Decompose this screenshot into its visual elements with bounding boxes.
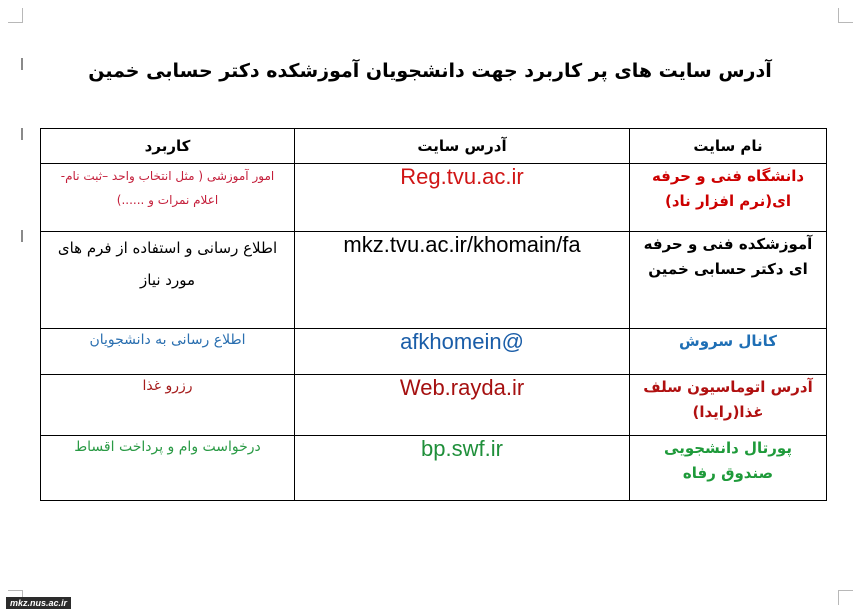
header-name: نام سایت — [630, 129, 827, 164]
usage-cell: اطلاع رسانی به دانشجویان — [41, 329, 295, 375]
site-name-cell: پورتال دانشجویی صندوق رفاه — [630, 436, 827, 501]
site-name-cell: آدرس اتوماسیون سلف غذا(رایدا) — [630, 375, 827, 436]
site-name-cell: آموزشکده فنی و حرفه ای دکتر حسابی خمین — [630, 232, 827, 329]
table-row — [41, 164, 827, 232]
header-usage: کاربرد — [41, 129, 295, 164]
site-url-link[interactable]: @afkhomein — [295, 329, 630, 375]
usage-cell: درخواست وام و پرداخت اقساط — [41, 436, 295, 501]
site-url-link[interactable]: Web.rayda.ir — [295, 375, 630, 436]
site-url-link[interactable]: mkz.tvu.ac.ir/khomain/fa — [295, 232, 630, 329]
site-name-cell: دانشگاه فنی و حرفه ای(نرم افزار ناد) — [630, 164, 827, 232]
watermark: mkz.nus.ac.ir — [6, 597, 71, 609]
margin-tick — [21, 230, 23, 242]
corner-mark-bottom-right — [838, 590, 853, 605]
margin-tick — [21, 58, 23, 70]
table-row — [41, 436, 827, 501]
links-table — [40, 128, 827, 501]
table-row — [41, 375, 827, 436]
table-row — [41, 329, 827, 375]
header-row — [41, 129, 827, 164]
site-url-link[interactable]: bp.swf.ir — [295, 436, 630, 501]
usage-cell: رزرو غذا — [41, 375, 295, 436]
corner-mark-top-right — [838, 8, 853, 23]
table-row — [41, 232, 827, 329]
page-title: آدرس سایت های پر کاربرد جهت دانشجویان آموزشکده دکتر حسابی خمین — [88, 60, 772, 82]
usage-cell: امور آموزشی ( مثل انتخاب واحد –ثبت نام- اعلام نمرات و ......) — [41, 164, 295, 232]
site-name-cell: کانال سروش — [630, 329, 827, 375]
header-address: آدرس سایت — [295, 129, 630, 164]
margin-tick — [21, 128, 23, 140]
usage-cell: اطلاع رسانی و استفاده از فرم های مورد نیاز — [41, 232, 295, 329]
site-url-link[interactable]: Reg.tvu.ac.ir — [295, 164, 630, 232]
corner-mark-top-left — [8, 8, 23, 23]
